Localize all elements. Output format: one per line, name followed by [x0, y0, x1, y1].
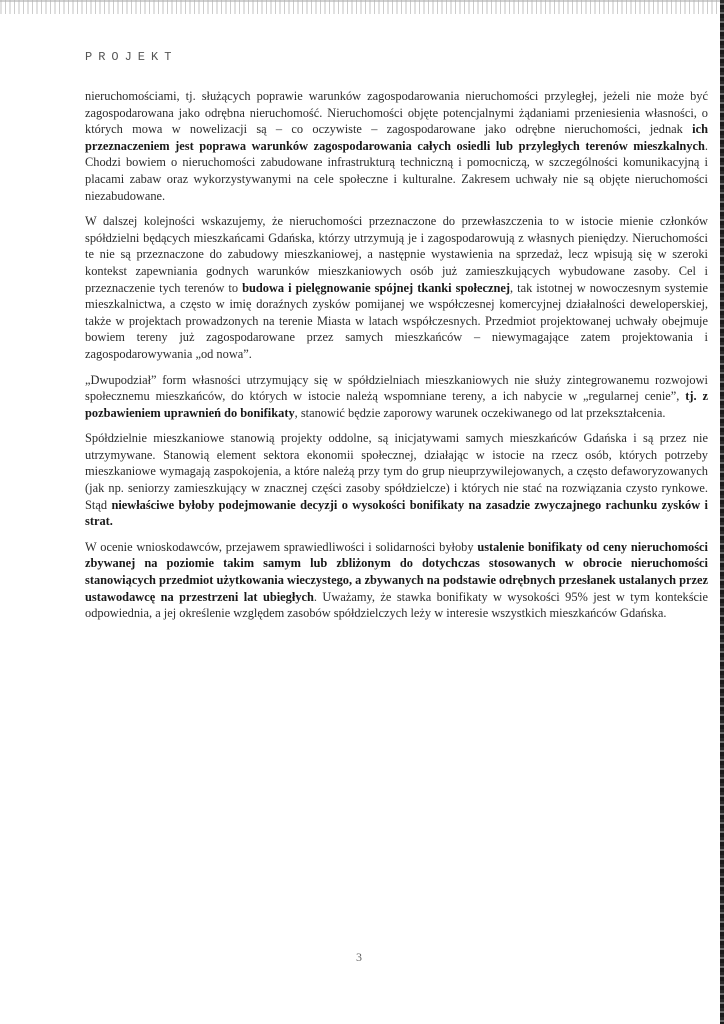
text-segment: , tak istotnej w nowoczesnym systemie mieszkalnictwa, a często w imię doraźnych zysków pomijanej we współczesnej komercyjnej działalności deweloperskiej, także w projektach prowadzonych na terenie Miasta w latach współczesnych. Przedmiot projektowanej uchwały obejmuje bowiem tereny już zagospodarowane przez samych mieszkańców – niewymagające zatem projektowania i zagospodarowywania „od nowa”.: [85, 280, 708, 361]
text-segment: W dalszej kolejności wskazujemy, że nieruchomości przeznaczone do przewłaszczenia to w istocie mienie członków spółdzielni będących mieszkańcami Gdańska, którzy utrzymują je i zagospodarowują z własnych pieniędzy. Nieruchomości te nie są przeznaczone do zabudowy mieszkaniowej, a następnie wystawienia na sprzedaż, lecz wpisują się w szeroki kontekst zapewniania godnych warunków mieszkaniowych osób już zamieszkujących wybudowane zasoby. Cel i przeznaczenie tych terenów to: [85, 214, 708, 295]
text-segment: , stanowić będzie zaporowy warunek oczekiwanego od lat przekształcenia.: [294, 405, 666, 420]
paragraph: [85, 88, 708, 204]
paragraph: [85, 430, 708, 530]
text-segment: „Dwupodział” form własności utrzymujący się w spółdzielniach mieszkaniowych nie służy zintegrowanemu rozwojowi społecznemu mieszkańców, do których w istocie należą wspomniane tereny, a ich nabycie w „regularnej cenie”,: [85, 372, 708, 404]
text-segment-bold: budowa i pielęgnowanie spójnej tkanki społecznej: [242, 280, 511, 295]
paragraph: [85, 372, 708, 422]
text-segment-bold: niewłaściwe byłoby podejmowanie decyzji o wysokości bonifikaty na zasadzie zwyczajnego rachunku zysków i strat.: [85, 497, 708, 529]
text-segment: Spółdzielnie mieszkaniowe stanowią projekty oddolne, są inicjatywami samych mieszkańców Gdańska i są przez nie utrzymywane. Stanowią element sektora ekonomii społecznej, działając w istocie na rzecz osób, których potrzeby mieszkaniowe wymagają zaspokojenia, a które należą przy tym do grup nieuprzywilejowanych, a często defaworyzowanych (jak np. seniorzy zamieszkujący w znacznej części zasoby spółdzielcze) i których nie stać na rozwiązania czysto rynkowe. Stąd: [85, 431, 708, 512]
header-mark: PROJEKT: [85, 50, 178, 64]
scan-artifact-right-border: [720, 0, 724, 1024]
paragraph: [85, 213, 708, 362]
text-segment-bold: tj. z pozbawieniem uprawnień do bonifikaty: [85, 389, 708, 420]
page-number: 3: [356, 950, 362, 964]
text-segment-bold: ich przeznaczeniem jest poprawa warunków zagospodarowania całych osiedli lub przyległych terenów mieszkalnych: [85, 122, 708, 153]
text-segment: W ocenie wnioskodawców, przejawem sprawiedliwości i solidarności byłoby: [85, 539, 478, 554]
paragraph: [85, 539, 708, 622]
text-segment: nieruchomościami, tj. służących poprawie warunków zagospodarowania nieruchomości przyległej, jeżeli nie może być zagospodarowana jako odrębna nieruchomość. Nieruchomości objęte potencjalnymi żądaniami przeniesienia własności, o których mowa w nowelizacji są – co oczywiste – zagospodarowane jako odrębne nieruchomości, jednak: [85, 89, 708, 137]
document-body: [85, 88, 708, 631]
scan-artifact-top: [0, 0, 724, 14]
text-segment: . Chodzi bowiem o nieruchomości zabudowane infrastrukturą techniczną i pomocniczą, w szczególności komunikacyjną i placami zabaw oraz wykorzystywanymi na cele społeczne i kulturalne. Zakresem uchwały nie są objęte nieruchomości niezabudowane.: [85, 138, 708, 203]
text-segment: . Uważamy, że stawka bonifikaty w wysokości 95% jest w tym kontekście odpowiednia, a jej określenie względem zasobów spółdzielczych leży w interesie wszystkich mieszkańców Gdańska.: [85, 589, 708, 621]
text-segment-bold: ustalenie bonifikaty od ceny nieruchomości zbywanej na poziomie takim samym lub zbliżonym do dotychczas stosowanych w obrocie nieruchomości stanowiących przedmiot użytkowania wieczystego, a zbywanych na podstawie odrębnych przesłanek ustalanych przez ustawodawcę na przestrzeni lat ubiegłych: [85, 539, 708, 604]
